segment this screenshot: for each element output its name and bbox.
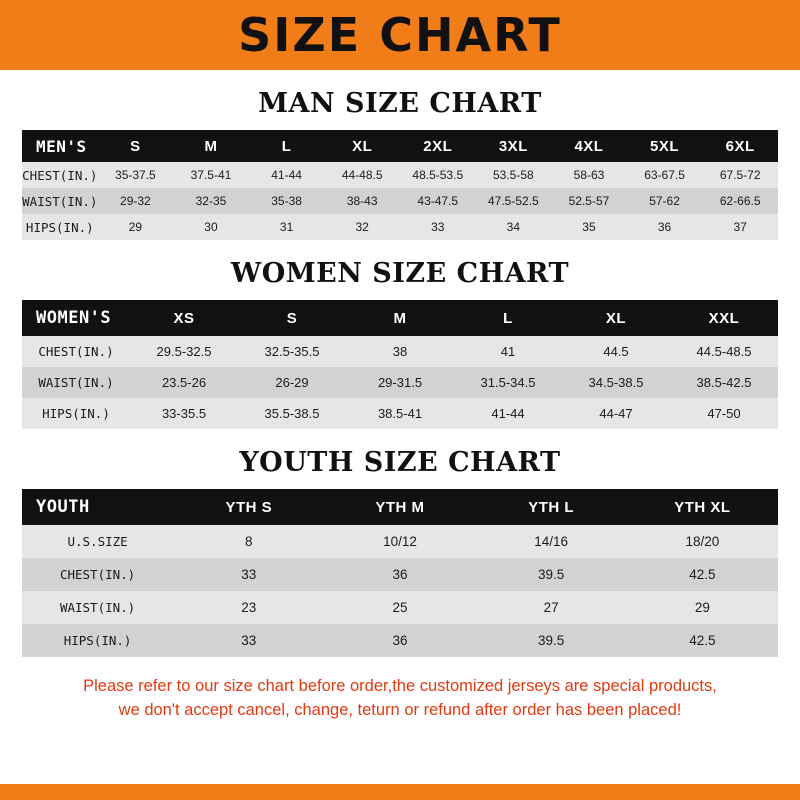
table-youth-sizes <box>22 489 778 657</box>
table-cell: 44-48.5 <box>324 162 400 188</box>
table-cell: 41-44 <box>454 398 562 429</box>
row-label: U.S.SIZE <box>22 525 173 558</box>
row-label: CHEST(IN.) <box>22 336 130 367</box>
table-cell: 29.5-32.5 <box>130 336 238 367</box>
table-women-sizes <box>22 300 778 429</box>
table-cell: 23.5-26 <box>130 367 238 398</box>
table-cell: 30 <box>173 214 249 240</box>
table-cell: 38-43 <box>324 188 400 214</box>
table-row <box>22 398 778 429</box>
table-cell: 37.5-41 <box>173 162 249 188</box>
table-cell: 32 <box>324 214 400 240</box>
table-cell: 47-50 <box>670 398 778 429</box>
table-cell: 29 <box>98 214 174 240</box>
table-cell: 48.5-53.5 <box>400 162 476 188</box>
table-cell: 29-32 <box>98 188 174 214</box>
table-cell: 27 <box>476 591 627 624</box>
table-header-cell: 2XL <box>400 130 476 162</box>
table-cell: 44.5 <box>562 336 670 367</box>
table-cell: 44-47 <box>562 398 670 429</box>
table-cell: 35 <box>551 214 627 240</box>
table-cell: 47.5-52.5 <box>476 188 552 214</box>
section-man-size-chart <box>0 88 800 240</box>
table-header-cell: M <box>346 300 454 336</box>
footer-line-1: Please refer to our size chart before order,the customized jerseys are special products, <box>83 677 717 695</box>
table-row <box>22 188 778 214</box>
table-cell: 57-62 <box>627 188 703 214</box>
table-cell: 36 <box>324 558 475 591</box>
table-header-cell: 3XL <box>476 130 552 162</box>
table-cell: 37 <box>702 214 778 240</box>
table-header-cell: YTH XL <box>627 489 778 525</box>
table-cell: 42.5 <box>627 624 778 657</box>
table-row <box>22 591 778 624</box>
table-cell: 33-35.5 <box>130 398 238 429</box>
row-label: HIPS(IN.) <box>22 214 98 240</box>
table-header-cell: YTH M <box>324 489 475 525</box>
table-header-cell: WOMEN'S <box>22 300 130 336</box>
table-header-row <box>22 489 778 525</box>
table-cell: 58-63 <box>551 162 627 188</box>
table-cell: 29-31.5 <box>346 367 454 398</box>
table-cell: 41-44 <box>249 162 325 188</box>
table-header-cell: 6XL <box>702 130 778 162</box>
row-label: CHEST(IN.) <box>22 162 98 188</box>
table-cell: 25 <box>324 591 475 624</box>
section-title-man: MAN SIZE CHART <box>258 88 542 119</box>
table-cell: 38.5-41 <box>346 398 454 429</box>
table-row <box>22 525 778 558</box>
table-header-cell: YTH L <box>476 489 627 525</box>
table-cell: 35.5-38.5 <box>238 398 346 429</box>
table-cell: 53.5-58 <box>476 162 552 188</box>
table-cell: 63-67.5 <box>627 162 703 188</box>
row-label: WAIST(IN.) <box>22 188 98 214</box>
table-row <box>22 367 778 398</box>
row-label: HIPS(IN.) <box>22 624 173 657</box>
table-cell: 38 <box>346 336 454 367</box>
table-cell: 62-66.5 <box>702 188 778 214</box>
footer-disclaimer <box>0 675 800 723</box>
table-cell: 32.5-35.5 <box>238 336 346 367</box>
table-header-cell: YOUTH <box>22 489 173 525</box>
table-cell: 38.5-42.5 <box>670 367 778 398</box>
section-youth-size-chart <box>0 447 800 657</box>
table-header-cell: S <box>238 300 346 336</box>
table-cell: 42.5 <box>627 558 778 591</box>
row-label: CHEST(IN.) <box>22 558 173 591</box>
table-cell: 44.5-48.5 <box>670 336 778 367</box>
table-row <box>22 558 778 591</box>
table-header-cell: XXL <box>670 300 778 336</box>
table-header-cell: XL <box>562 300 670 336</box>
table-header-cell: M <box>173 130 249 162</box>
table-header-cell: XS <box>130 300 238 336</box>
table-cell: 31.5-34.5 <box>454 367 562 398</box>
table-row <box>22 214 778 240</box>
table-row <box>22 162 778 188</box>
row-label: WAIST(IN.) <box>22 591 173 624</box>
table-cell: 34 <box>476 214 552 240</box>
page-title: SIZE CHART <box>238 8 562 62</box>
table-header-cell: XL <box>324 130 400 162</box>
table-cell: 39.5 <box>476 558 627 591</box>
table-cell: 26-29 <box>238 367 346 398</box>
table-header-cell: MEN'S <box>22 130 98 162</box>
section-title-youth: YOUTH SIZE CHART <box>239 447 561 478</box>
table-cell: 36 <box>324 624 475 657</box>
table-header-cell: 5XL <box>627 130 703 162</box>
row-label: WAIST(IN.) <box>22 367 130 398</box>
table-header-cell: 4XL <box>551 130 627 162</box>
table-header-cell: S <box>98 130 174 162</box>
table-cell: 33 <box>173 558 324 591</box>
table-cell: 33 <box>173 624 324 657</box>
table-cell: 33 <box>400 214 476 240</box>
table-cell: 8 <box>173 525 324 558</box>
table-cell: 43-47.5 <box>400 188 476 214</box>
table-row <box>22 336 778 367</box>
table-header-cell: L <box>249 130 325 162</box>
table-cell: 34.5-38.5 <box>562 367 670 398</box>
footer-bar <box>0 784 800 800</box>
section-women-size-chart <box>0 258 800 429</box>
table-cell: 29 <box>627 591 778 624</box>
table-header-cell: YTH S <box>173 489 324 525</box>
table-cell: 10/12 <box>324 525 475 558</box>
table-header-row <box>22 130 778 162</box>
section-title-women: WOMEN SIZE CHART <box>230 258 570 289</box>
table-header-cell: L <box>454 300 562 336</box>
table-header-row <box>22 300 778 336</box>
table-cell: 14/16 <box>476 525 627 558</box>
table-cell: 35-37.5 <box>98 162 174 188</box>
table-row <box>22 624 778 657</box>
table-cell: 52.5-57 <box>551 188 627 214</box>
table-cell: 35-38 <box>249 188 325 214</box>
table-cell: 31 <box>249 214 325 240</box>
footer-line-2: we don't accept cancel, change, teturn or refund after order has been placed! <box>118 700 682 719</box>
table-cell: 67.5-72 <box>702 162 778 188</box>
table-cell: 41 <box>454 336 562 367</box>
row-label: HIPS(IN.) <box>22 398 130 429</box>
table-man-sizes <box>22 130 778 240</box>
table-cell: 36 <box>627 214 703 240</box>
table-cell: 39.5 <box>476 624 627 657</box>
table-cell: 32-35 <box>173 188 249 214</box>
table-cell: 18/20 <box>627 525 778 558</box>
table-cell: 23 <box>173 591 324 624</box>
header-banner <box>0 0 800 70</box>
